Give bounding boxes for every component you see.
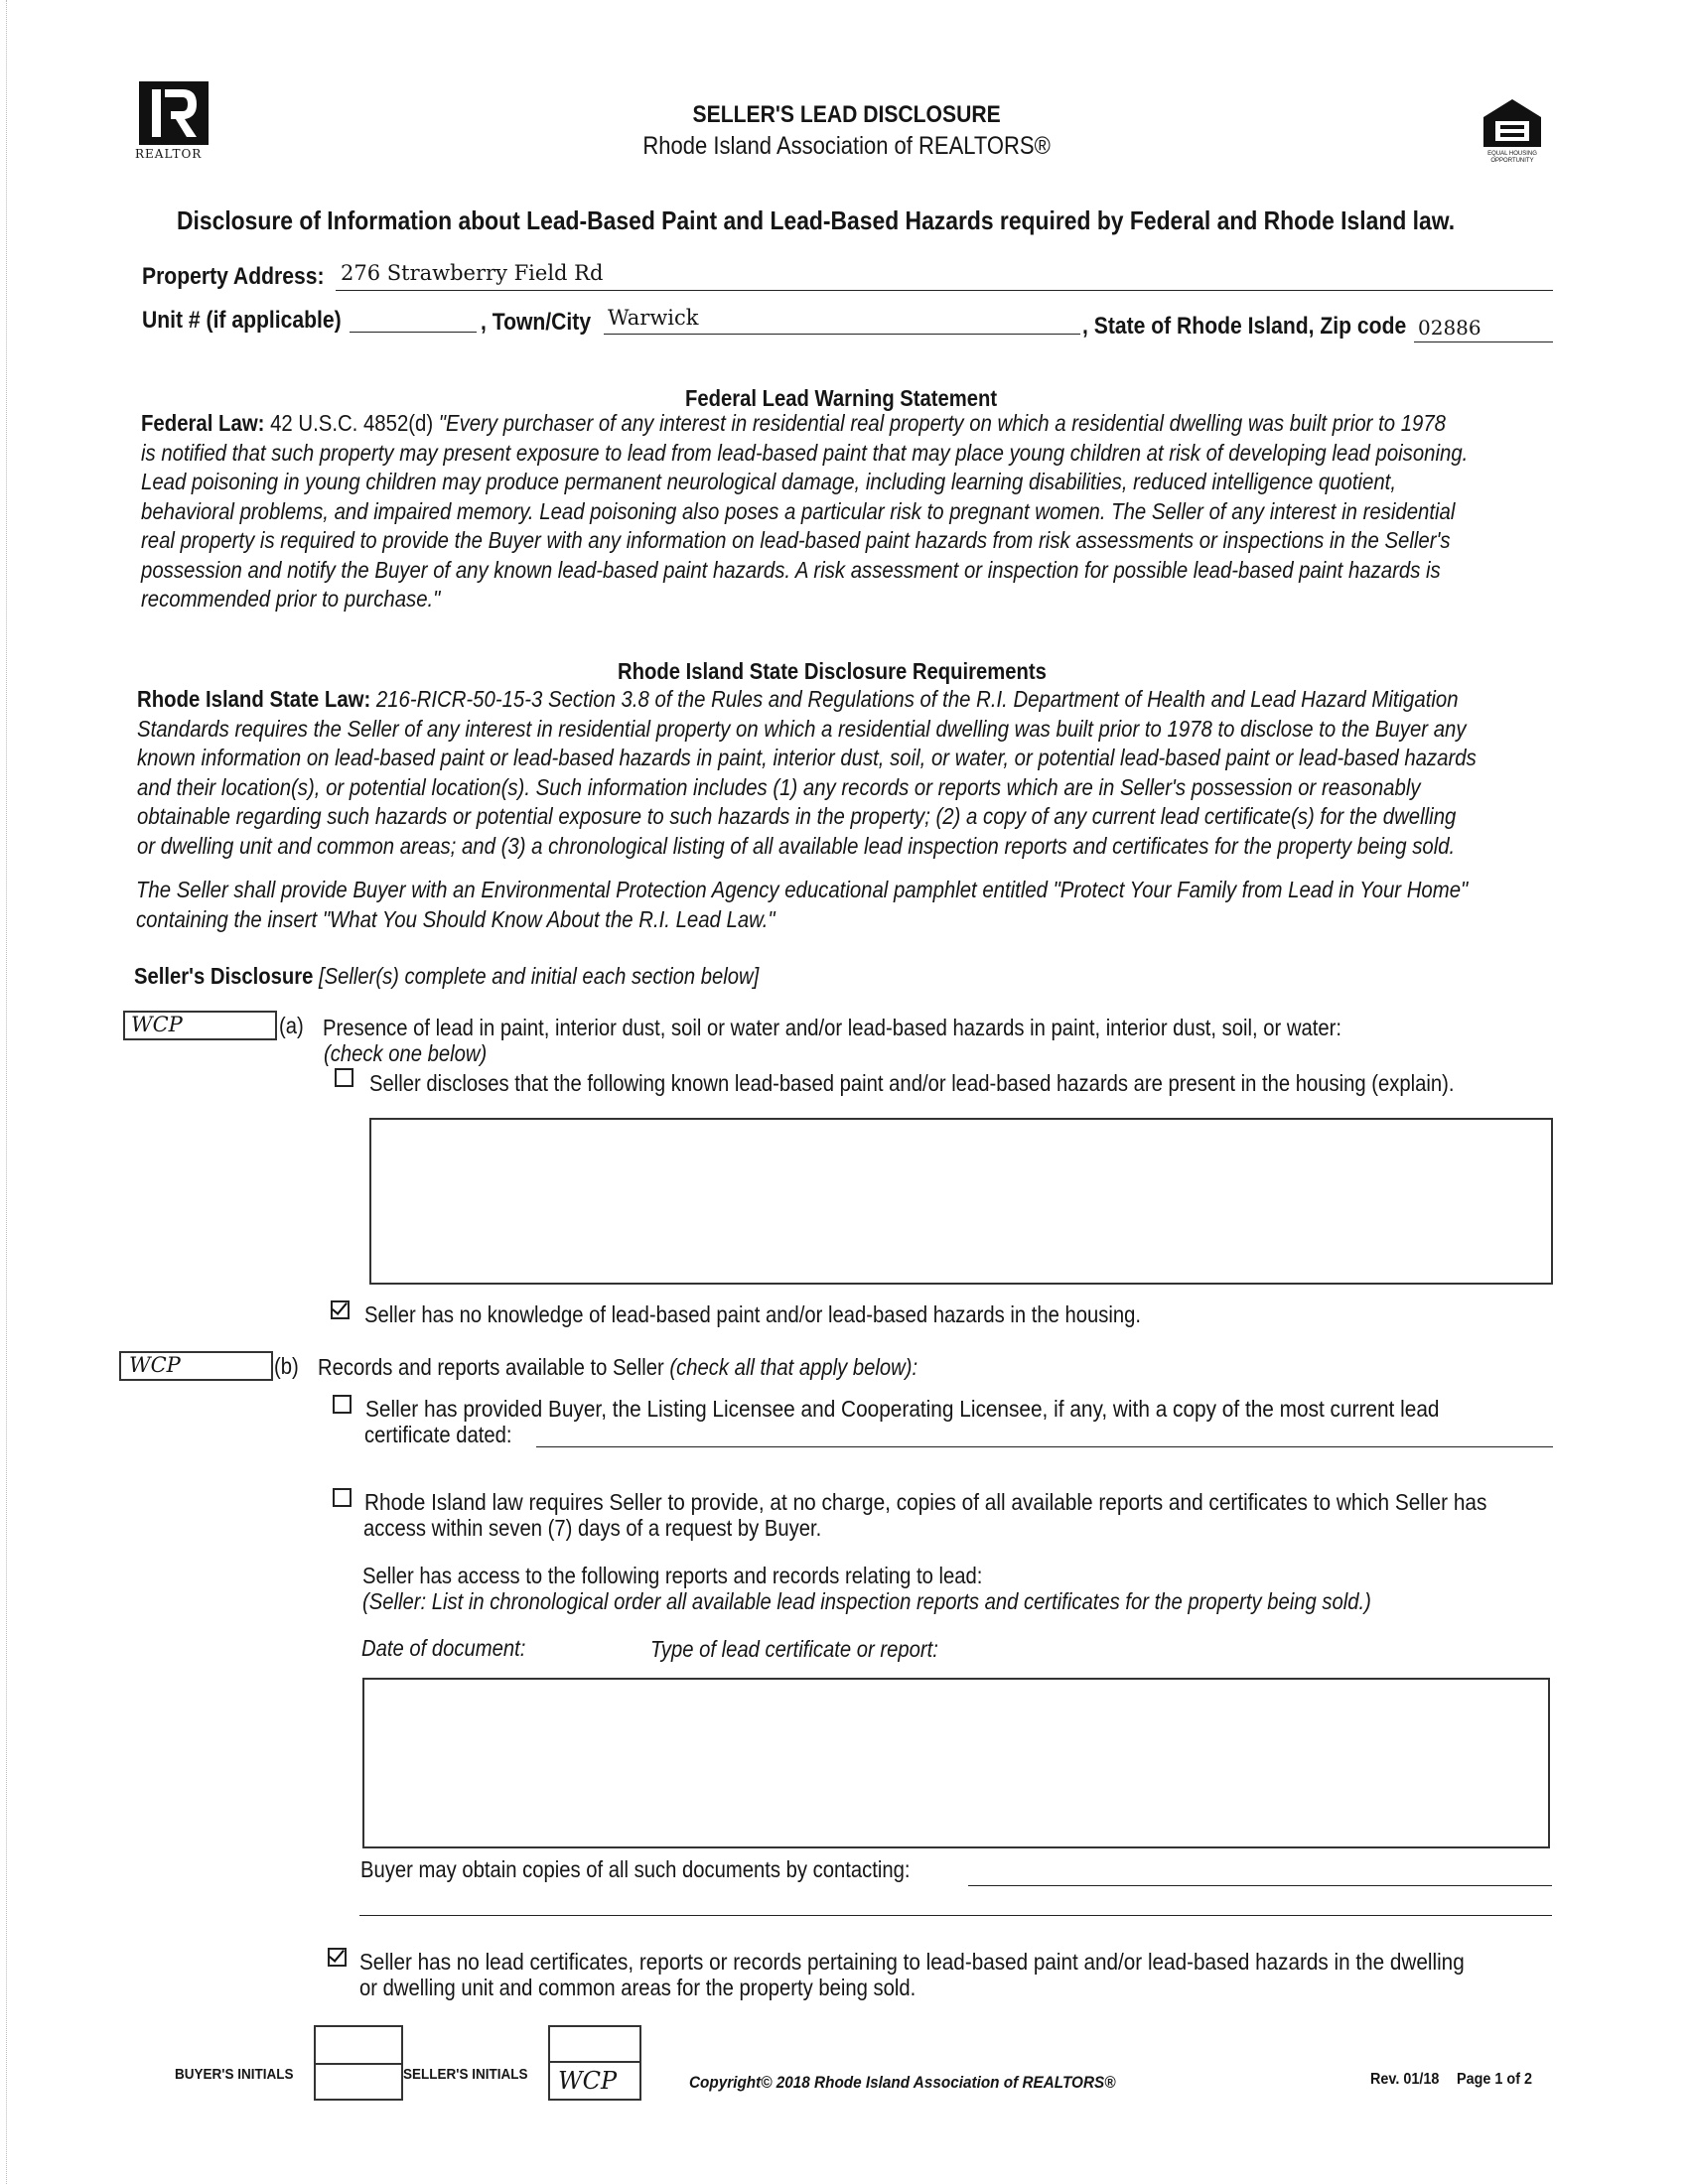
section-b-marker: (b): [274, 1353, 299, 1379]
federal-line: [141, 526, 1556, 556]
state-line: [137, 773, 1552, 803]
property-address-line: [336, 290, 1553, 291]
section-a-option2-text: Seller has no knowledge of lead-based paint and/or lead-based hazards in the housing.: [364, 1301, 1142, 1327]
contact-label: Buyer may obtain copies of all such documents by contacting:: [360, 1856, 911, 1882]
buyer-initials-box-1[interactable]: [314, 2025, 403, 2065]
federal-law-label: Federal Law:: [141, 410, 265, 436]
seller-initials-label: SELLER'S INITIALS: [403, 2066, 528, 2083]
equal-housing-icon: [1481, 97, 1543, 149]
section-b-label: Records and reports available to Seller: [318, 1354, 670, 1380]
state-law-label: Rhode Island State Law:: [137, 686, 371, 712]
town-label: , Town/City: [481, 309, 592, 336]
state-line: [137, 685, 1552, 715]
state-line-text: obtainable regarding such hazards or potential exposure to such hazards in the property; (2) a copy of any current lead certificate(s) for the dwelling: [137, 803, 1457, 829]
zip-value[interactable]: 02886: [1418, 316, 1481, 340]
state-line-text: Standards requires the Seller of any interest in residential property on which a residential dwelling was built prior to 1978 to disclose to the Buyer any: [137, 715, 1467, 742]
revision-text: Rev. 01/18: [1370, 2071, 1440, 2088]
seller-initials-box-2[interactable]: [548, 2061, 641, 2101]
buyer-initials-box-2[interactable]: [314, 2063, 403, 2101]
section-a-option1-checkbox[interactable]: [335, 1068, 353, 1087]
section-a-text: Presence of lead in paint, interior dust, soil or water and/or lead-based hazards in paint, interior dust, soil, or water:: [323, 1015, 1342, 1040]
contact-line-1: [968, 1885, 1552, 1886]
federal-line-text: "Every purchaser of any interest in residential real property on which a residential dwelling was built prior to 1978: [438, 410, 1447, 436]
section-a-initials-box[interactable]: [123, 1011, 277, 1040]
town-value[interactable]: Warwick: [608, 306, 699, 330]
section-b-option1-checkbox[interactable]: [333, 1395, 352, 1414]
pamphlet-text: [136, 876, 1551, 934]
state-law-text: [137, 685, 1552, 861]
section-a-check-note: (check one below): [324, 1040, 488, 1066]
section-b-option3-checkbox[interactable]: [328, 1948, 347, 1967]
seller-disclosure-title: Seller's Disclosure: [134, 963, 314, 989]
seller-initials-box-1[interactable]: [548, 2025, 641, 2063]
federal-line-text: Lead poisoning in young children may produce permanent neurological damage, including learning disabilities, reduced intelligence quotient,: [141, 469, 1396, 494]
town-line: [604, 334, 1080, 335]
date-of-document-label: Date of document:: [361, 1635, 526, 1661]
pamphlet-line: The Seller shall provide Buyer with an Environmental Protection Agency educational pamphlet entitled "Protect Your Family from Lead in Your Home": [136, 877, 1469, 902]
federal-law-citation: 42 U.S.C. 4852(d): [264, 410, 439, 436]
section-b-option1-line1: Seller has provided Buyer, the Listing Licensee and Cooperating Licensee, if any, with a copy of the most current lead: [365, 1396, 1440, 1422]
section-b-text: [318, 1354, 917, 1381]
section-b-option3-line2: or dwelling unit and common areas for the property being sold.: [359, 1975, 916, 2000]
federal-line: [141, 585, 1556, 614]
federal-line-text: behavioral problems, and impaired memory. Lead poisoning also poses a particular risk to pregnant women. The Seller of any interest in residential: [141, 497, 1456, 524]
federal-line: [141, 439, 1556, 469]
access-note: (Seller: List in chronological order all available lead inspection reports and certificates for the property being sold.): [362, 1588, 1371, 1614]
state-heading: Rhode Island State Disclosure Requirements: [618, 658, 1047, 684]
federal-line-text: possession and notify the Buyer of any known lead-based paint hazards. A risk assessment or inspection for possible lead-based paint hazards is: [141, 556, 1441, 583]
zip-line: [1414, 341, 1553, 342]
form-title: SELLER'S LEAD DISCLOSURE: [692, 101, 1001, 128]
contact-line-2: [359, 1915, 1552, 1916]
seller-disclosure-instruction: [Seller(s) complete and initial each section below]: [313, 963, 760, 989]
federal-warning-text: [141, 409, 1556, 614]
equal-housing-text: EQUAL HOUSING OPPORTUNITY: [1487, 151, 1537, 164]
page-number: Page 1 of 2: [1457, 2071, 1533, 2088]
state-line-text: and their location(s), or potential location(s). Such information includes (1) any records or reports which are in Seller's possession or reasonably: [137, 773, 1421, 800]
state-line: [137, 744, 1552, 773]
copyright-text: Copyright© 2018 Rhode Island Association of REALTORS®: [689, 2073, 1116, 2092]
unit-line: [350, 332, 477, 333]
section-b-option3-line1: Seller has no lead certificates, reports or records pertaining to lead-based paint and/or lead-based hazards in the dwelling: [359, 1949, 1465, 1975]
federal-line: [141, 497, 1556, 527]
buyer-initials-label: BUYER'S INITIALS: [175, 2066, 294, 2083]
section-b-option1-line2: certificate dated:: [364, 1422, 512, 1447]
access-text: Seller has access to the following reports and records relating to lead:: [362, 1563, 983, 1588]
form-subtitle: Rhode Island Association of REALTORS®: [642, 132, 1051, 160]
unit-label: Unit # (if applicable): [142, 307, 342, 334]
state-line: [137, 802, 1552, 832]
section-b-note: (check all that apply below):: [669, 1354, 918, 1380]
seller-initials-2: WCP: [558, 2067, 618, 2095]
section-a-option2-checkbox[interactable]: [331, 1300, 350, 1319]
federal-line: [141, 556, 1556, 586]
section-b-option2-line1: Rhode Island law requires Seller to provide, at no charge, copies of all available reports and certificates to which Seller has: [364, 1489, 1487, 1515]
realtor-logo-text: REALTOR: [135, 147, 203, 161]
equal-housing-logo: [1481, 97, 1547, 169]
type-of-report-label: Type of lead certificate or report:: [650, 1636, 938, 1662]
state-zip-label: , State of Rhode Island, Zip code: [1082, 313, 1407, 340]
section-a-initials: WCP: [131, 1013, 183, 1036]
federal-line-text: is notified that such property may present exposure to lead from lead-based paint that may place young children at risk of developing lead poisoning.: [141, 439, 1469, 466]
pamphlet-line: containing the insert "What You Should Know About the R.I. Lead Law.": [136, 905, 776, 932]
section-b-option2-checkbox[interactable]: [333, 1488, 352, 1507]
seller-disclosure-heading: [134, 963, 759, 990]
section-b-option2-line2: access within seven (7) days of a request by Buyer.: [363, 1515, 822, 1541]
state-line: [137, 715, 1552, 745]
state-line-text: known information on lead-based paint or lead-based hazards in paint, interior dust, soil, or water, or potential lead-based paint or lead-based hazards: [137, 745, 1477, 770]
property-address-value[interactable]: 276 Strawberry Field Rd: [341, 261, 604, 285]
federal-heading: Federal Lead Warning Statement: [685, 385, 998, 411]
federal-line-text: real property is required to provide the Buyer with any information on lead-based paint hazards from risk assessments or inspections in the Seller's: [141, 527, 1451, 553]
federal-line-text: recommended prior to purchase.": [141, 586, 441, 612]
scan-edge: [0, 0, 7, 2184]
records-list-box[interactable]: [362, 1678, 1550, 1848]
section-a-option1-text: Seller discloses that the following known lead-based paint and/or lead-based hazards are present in the housing (explain).: [369, 1070, 1455, 1096]
state-line-text: or dwelling unit and common areas; and (3) a chronological listing of all available lead inspection reports and certificates for the property being sold.: [137, 832, 1456, 859]
section-b-initials-box[interactable]: [119, 1351, 273, 1381]
state-line: [137, 832, 1552, 862]
certificate-date-line: [536, 1446, 1553, 1447]
property-address-label: Property Address:: [142, 263, 325, 290]
federal-line: [141, 409, 1556, 439]
section-b-initials: WCP: [129, 1353, 181, 1377]
state-line-text: 216-RICR-50-15-3 Section 3.8 of the Rules and Regulations of the R.I. Department of Health and Lead Hazard Mitigation: [370, 686, 1459, 712]
main-heading: Disclosure of Information about Lead-Based Paint and Lead-Based Hazards required by Federal and Rhode Island law.: [177, 205, 1456, 235]
section-a-explain-box[interactable]: [369, 1118, 1553, 1285]
federal-line: [141, 468, 1556, 497]
section-a-marker: (a): [279, 1013, 304, 1038]
